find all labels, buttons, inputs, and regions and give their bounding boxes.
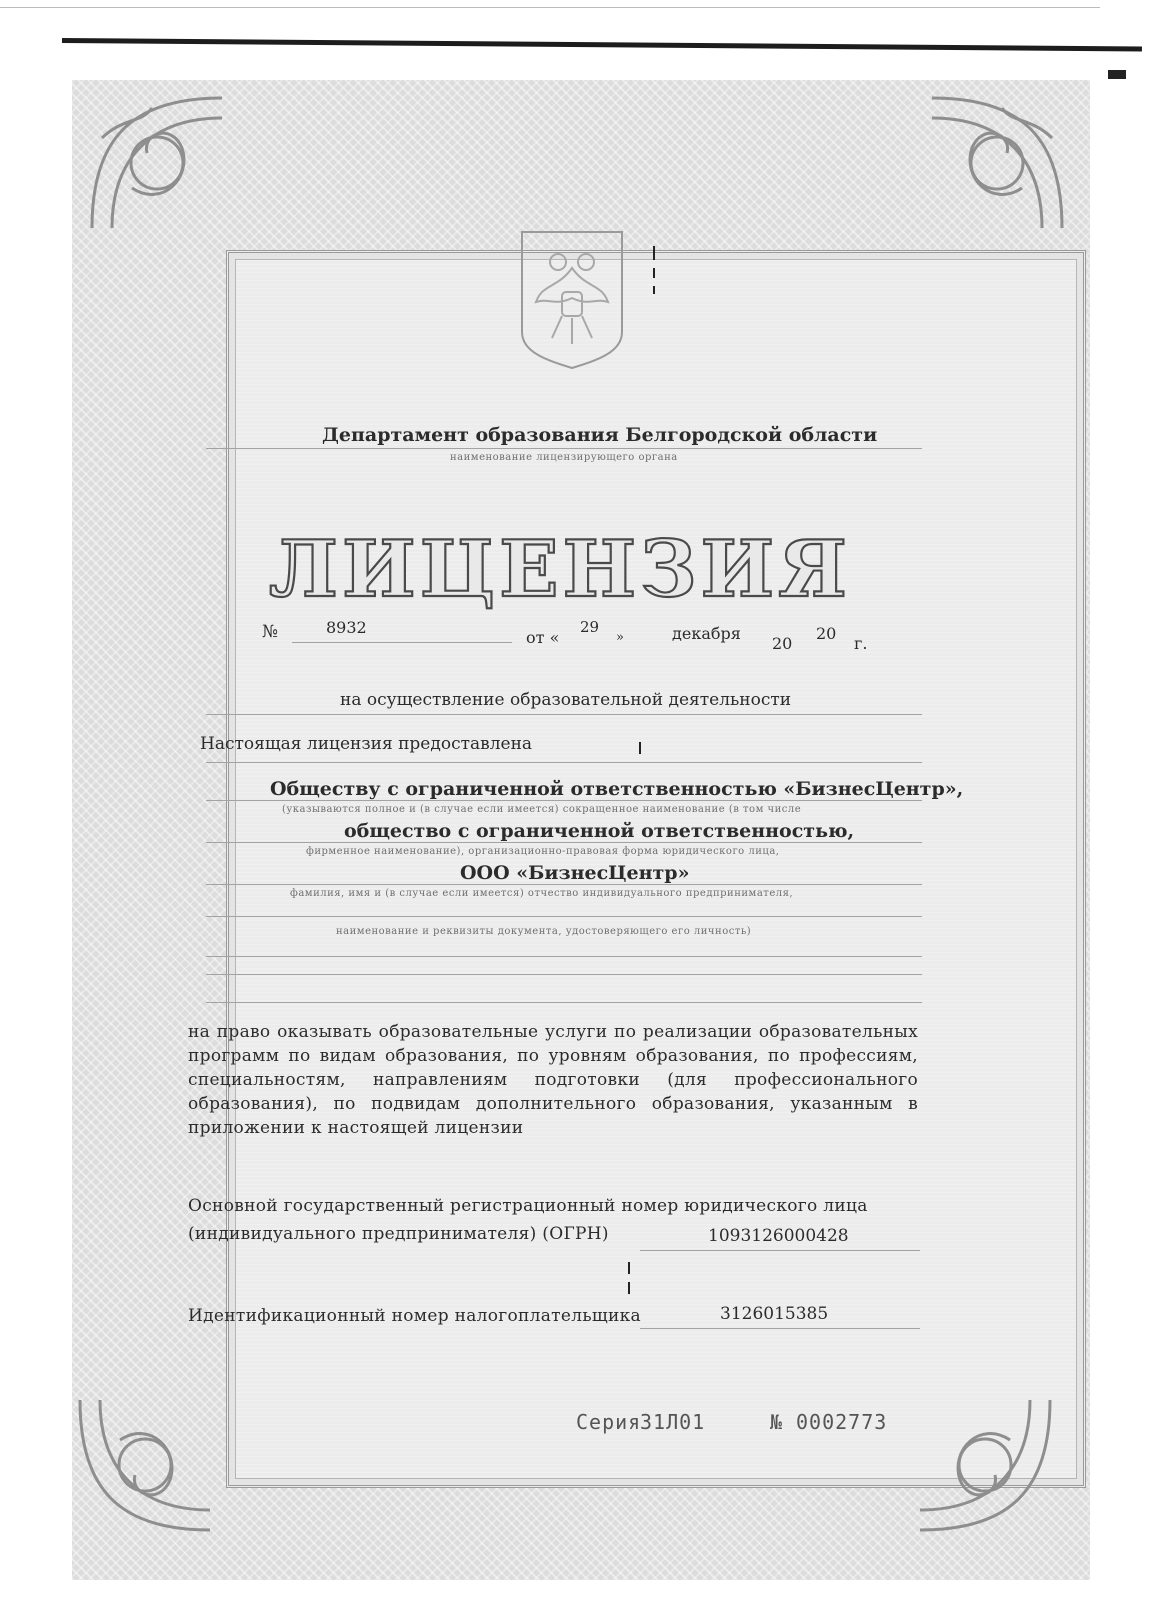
date-year-prefix: 20 — [772, 634, 793, 653]
date-month: декабря — [672, 624, 741, 643]
licensee-underline-3 — [206, 884, 922, 885]
date-from-label: от « — [526, 628, 560, 647]
licensee-underline-4 — [206, 916, 922, 917]
scan-mark — [639, 742, 641, 754]
number-underline — [292, 642, 512, 643]
licensee-line-1: Обществу с ограниченной ответственностью «БизнесЦентр», — [270, 778, 964, 800]
licensee-caption-4: наименование и реквизиты документа, удостоверяющего его личность) — [336, 926, 752, 937]
issuer-name: Департамент образования Белгородской области — [322, 424, 878, 446]
activity-text: на осуществление образовательной деятельности — [340, 690, 792, 710]
blank-number: 0002773 — [796, 1410, 888, 1434]
blank-number-label: № — [770, 1410, 784, 1434]
license-title-text: ЛИЦЕНЗИЯ — [269, 524, 851, 615]
licensee-line-2: общество с ограниченной ответственностью, — [344, 820, 855, 842]
date-day-close: » — [616, 630, 624, 645]
number-label: № — [262, 622, 279, 642]
licensee-line-3: ООО «БизнесЦентр» — [460, 862, 690, 884]
issuer-caption: наименование лицензирующего органа — [450, 452, 678, 463]
scan-edge-mark — [1108, 70, 1126, 79]
ogrn-label-line-2: (индивидуального предпринимателя) (ОГРН) — [188, 1224, 609, 1244]
scan-mark — [628, 1282, 630, 1294]
scan-mark — [628, 1262, 630, 1274]
ornament-corner-top-right-icon — [912, 78, 1082, 248]
issuer-underline — [206, 448, 922, 449]
scan-edge-line — [62, 38, 1142, 51]
ogrn-label-line-1: Основной государственный регистрационный номер юридического лица — [188, 1196, 868, 1216]
activity-underline — [206, 714, 922, 715]
ornament-corner-top-left-icon — [72, 78, 242, 248]
scan-mark — [653, 268, 655, 278]
blank-line — [206, 974, 922, 975]
blank-line — [206, 956, 922, 957]
blank-series: 31Л01 — [640, 1410, 706, 1434]
granted-underline — [206, 762, 922, 763]
scan-mark — [653, 246, 655, 260]
license-title — [269, 516, 851, 615]
licensee-underline-2 — [206, 842, 922, 843]
blank-series-label: Серия — [576, 1410, 642, 1434]
date-year-unit: г. — [854, 634, 868, 653]
granted-label: Настоящая лицензия предоставлена — [200, 734, 533, 754]
scan-mark — [653, 286, 655, 294]
scan-edge-hairline — [0, 7, 1100, 8]
license-number: 8932 — [326, 618, 367, 637]
licensee-caption-3: фамилия, имя и (в случае если имеется) отчество индивидуального предпринимателя, — [290, 888, 794, 899]
licensee-underline-1 — [206, 800, 922, 801]
ornament-corner-bottom-left-icon — [60, 1380, 230, 1550]
date-day: 29 — [580, 618, 600, 636]
inn-value: 3126015385 — [720, 1304, 829, 1324]
rights-text: на право оказывать образовательные услуги по реализации образовательных программ по видам образования, по уровням образования, по профессиям, специальностям, направлениям подготовки (для профессионального образования), по подвидам дополнительного образования, указанным в приложении к настоящей лицензии — [188, 1022, 918, 1138]
inn-underline — [640, 1328, 920, 1329]
inn-label: Идентификационный номер налогоплательщика — [188, 1306, 641, 1326]
coat-of-arms-icon — [518, 228, 626, 372]
ogrn-underline — [640, 1250, 920, 1251]
licensee-caption-2: фирменное наименование), организационно-правовая форма юридического лица, — [306, 846, 780, 857]
date-year-suffix: 20 — [816, 624, 837, 643]
licensee-caption-1: (указываются полное и (в случае если имеется) сокращенное наименование (в том числе — [282, 804, 802, 815]
ornament-corner-bottom-right-icon — [900, 1380, 1070, 1550]
blank-line — [206, 1002, 922, 1003]
ogrn-value: 1093126000428 — [708, 1226, 849, 1246]
